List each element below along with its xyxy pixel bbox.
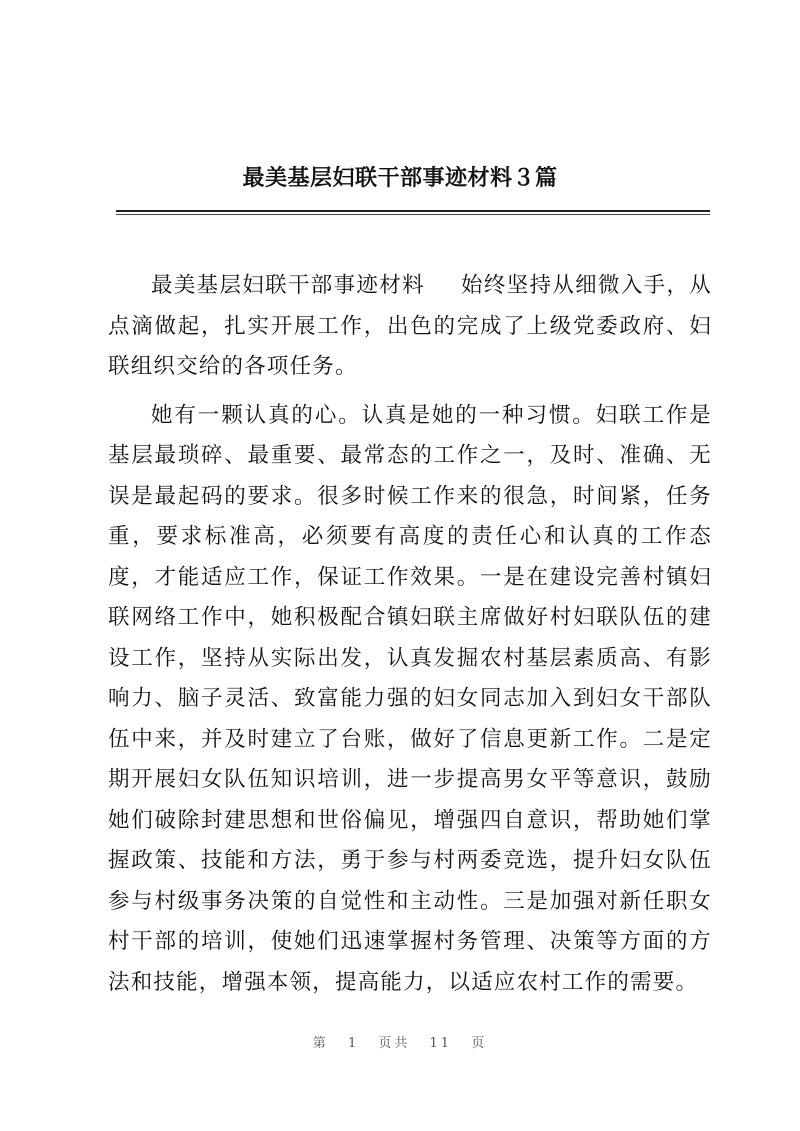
- document-title: 最美基层妇联干部事迹材料３篇: [242, 165, 558, 191]
- paragraph-text: 始终坚持从细微入手，从点滴做起，扎实开展工作，出色的完成了上级党委政府、妇联组织交给的各项任务。: [108, 273, 713, 379]
- footer-prefix: 第: [312, 1036, 329, 1051]
- paragraph-lead: 最美基层妇联干部事迹材料: [151, 273, 425, 298]
- page-footer: [0, 1032, 800, 1051]
- paragraph-2: [108, 396, 712, 1004]
- paragraph-1: [108, 266, 712, 388]
- document-body: [108, 266, 712, 1011]
- title-underline-thin: [116, 214, 710, 215]
- title-underline: [116, 210, 710, 212]
- paragraph-text: 她有一颗认真的心。认真是她的一种习惯。妇联工作是基层最琐碎、最重要、最常态的工作之一，及时、准确、无误是最起码的要求。很多时候工作来的很急，时间紧，任务重，要求标准高，必须要有高度的责任心和认真的工作态度，才能适应工作，保证工作效果。一是在建设完善村镇妇联网络工作中，她积极配合镇妇联主席做好村妇联队伍的建设工作，坚持从实际出发，认真发掘农村基层素质高、有影响力、脑子灵活、致富能力强的妇女同志加入到妇女干部队伍中来，并及时建立了台账，做好了信息更新工作。二是定期开展妇女队伍知识培训，进一步提高男女平等意识，鼓励她们破除封建思想和世俗偏见，增强四自意识，帮助她们掌握政策、技能和方法，勇于参与村两委竞选，提升妇女队伍参与村级事务决策的自觉性和主动性。三是加强对新任职女村干部的培训，使她们迅速掌握村务管理、决策等方面的方法和技能，增强本领，提高能力，以适应农村工作的需要。: [108, 402, 712, 995]
- footer-suffix: 页: [471, 1036, 488, 1051]
- footer-current-page: 1: [347, 1036, 360, 1051]
- footer-total-pages: 11: [429, 1036, 453, 1051]
- footer-middle: 页共: [378, 1036, 411, 1051]
